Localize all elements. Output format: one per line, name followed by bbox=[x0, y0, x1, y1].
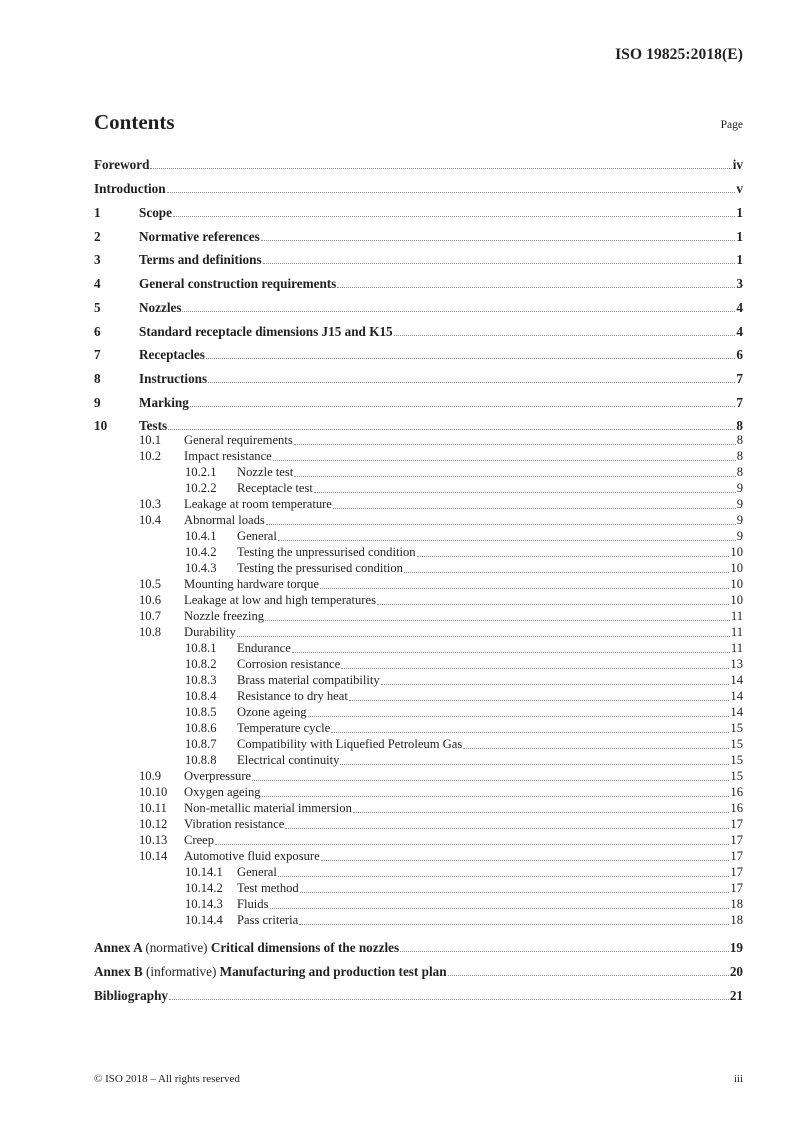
toc-number: 9 bbox=[94, 395, 101, 410]
toc-label: Abnormal loads bbox=[184, 513, 265, 527]
toc-number: 10.8.1 bbox=[185, 641, 217, 655]
dot-leader bbox=[448, 975, 729, 976]
toc-subentry[interactable] bbox=[94, 849, 743, 865]
dot-leader bbox=[292, 652, 730, 653]
toc-label: Overpressure bbox=[184, 769, 252, 783]
dot-leader bbox=[261, 240, 736, 241]
page-number: iii bbox=[733, 1073, 743, 1085]
annex-prefix: Annex B bbox=[94, 964, 143, 979]
dot-leader bbox=[300, 892, 730, 893]
toc-number: 10.14.4 bbox=[185, 913, 223, 927]
toc-page: iv bbox=[732, 157, 743, 172]
dot-leader bbox=[400, 951, 729, 952]
toc-entry-clause[interactable] bbox=[94, 371, 743, 387]
toc-subentry[interactable] bbox=[94, 881, 743, 897]
dot-leader bbox=[190, 406, 736, 407]
toc-page: 10 bbox=[730, 593, 743, 607]
toc-page: 4 bbox=[736, 300, 743, 315]
dot-leader bbox=[377, 604, 729, 605]
toc-entry-annex-a[interactable] bbox=[94, 940, 743, 956]
toc-label: General construction requirements bbox=[139, 276, 337, 291]
toc-number: 10.14.2 bbox=[185, 881, 223, 895]
toc-page: 9 bbox=[736, 513, 743, 527]
dot-leader bbox=[167, 192, 736, 193]
toc-page: 18 bbox=[730, 913, 743, 927]
toc-number: 4 bbox=[94, 276, 101, 291]
toc-subentry[interactable] bbox=[94, 545, 743, 561]
toc-number: 10.14.3 bbox=[185, 897, 223, 911]
toc-page: 4 bbox=[736, 324, 743, 339]
toc-page: 16 bbox=[730, 785, 743, 799]
dot-leader bbox=[285, 828, 729, 829]
dot-leader bbox=[252, 780, 729, 781]
toc-number: 10 bbox=[94, 418, 108, 433]
page-column-label: Page bbox=[720, 119, 743, 131]
toc-page: 17 bbox=[730, 833, 743, 847]
toc-label: Standard receptacle dimensions J15 and K15 bbox=[139, 324, 393, 339]
toc-number: 10.8 bbox=[139, 625, 162, 639]
dot-leader bbox=[206, 358, 736, 359]
toc-number: 10.5 bbox=[139, 577, 162, 591]
dot-leader bbox=[353, 812, 730, 813]
toc-number: 10.9 bbox=[139, 769, 162, 783]
toc-label: Leakage at low and high temperatures bbox=[184, 593, 376, 607]
toc-number: 10.14 bbox=[139, 849, 168, 863]
dot-leader bbox=[215, 844, 729, 845]
toc-subentry[interactable] bbox=[94, 593, 743, 609]
toc-subentry[interactable] bbox=[94, 689, 743, 705]
toc-subentry[interactable] bbox=[94, 529, 743, 545]
dot-leader bbox=[333, 508, 736, 509]
toc-label: Mounting hardware torque bbox=[184, 577, 319, 591]
toc-page: 18 bbox=[730, 897, 743, 911]
toc-subentry[interactable] bbox=[94, 753, 743, 769]
toc-subentry[interactable] bbox=[94, 673, 743, 689]
toc-subentry[interactable] bbox=[94, 657, 743, 673]
toc-label: Pass criteria bbox=[237, 913, 299, 927]
toc-subentry[interactable] bbox=[94, 705, 743, 721]
toc-page: 1 bbox=[736, 252, 743, 267]
toc-label: Marking bbox=[139, 395, 189, 410]
dot-leader bbox=[294, 476, 735, 477]
toc-label: Leakage at room temperature bbox=[184, 497, 332, 511]
toc-entry-clause[interactable] bbox=[94, 324, 743, 340]
annex-type: (normative) bbox=[145, 940, 208, 955]
toc-label: Bibliography bbox=[94, 988, 169, 1003]
copyright-notice: © ISO 2018 – All rights reserved bbox=[94, 1073, 240, 1085]
toc-number: 10.7 bbox=[139, 609, 162, 623]
toc-label: Nozzle test bbox=[237, 465, 294, 479]
toc-page: 15 bbox=[730, 721, 743, 735]
dot-leader bbox=[265, 620, 730, 621]
toc-entry-clause[interactable] bbox=[94, 229, 743, 245]
toc-page: 15 bbox=[730, 769, 743, 783]
page-title: Contents bbox=[94, 110, 175, 134]
toc-page: 13 bbox=[730, 657, 743, 671]
toc-number: 10.4.2 bbox=[185, 545, 217, 559]
toc-label: Compatibility with Liquefied Petroleum Gas bbox=[237, 737, 463, 751]
dot-leader bbox=[314, 492, 736, 493]
toc-page: 14 bbox=[730, 689, 743, 703]
dot-leader bbox=[349, 700, 730, 701]
toc-entry-clause[interactable] bbox=[94, 418, 743, 434]
toc-page: 11 bbox=[730, 609, 743, 623]
toc-label: Testing the unpressurised condition bbox=[237, 545, 416, 559]
toc-page: 10 bbox=[730, 561, 743, 575]
toc-label: Foreword bbox=[94, 157, 150, 172]
toc-entry-clause[interactable] bbox=[94, 276, 743, 292]
toc-number: 10.8.6 bbox=[185, 721, 217, 735]
toc-label: General bbox=[237, 865, 277, 879]
toc-page: 7 bbox=[736, 371, 743, 386]
toc-label: Nozzles bbox=[139, 300, 182, 315]
dot-leader bbox=[182, 311, 735, 312]
toc-number: 10.4.1 bbox=[185, 529, 217, 543]
toc-label: Tests bbox=[139, 418, 168, 433]
toc-label: Instructions bbox=[139, 371, 208, 386]
toc-entry-foreword[interactable] bbox=[94, 157, 743, 173]
dot-leader bbox=[273, 460, 736, 461]
toc-number: 10.8.5 bbox=[185, 705, 217, 719]
toc-label: Automotive fluid exposure bbox=[184, 849, 320, 863]
toc-number: 10.3 bbox=[139, 497, 162, 511]
toc-page: 17 bbox=[730, 849, 743, 863]
toc-subentry[interactable] bbox=[94, 817, 743, 833]
toc-number: 3 bbox=[94, 252, 101, 267]
toc-number: 7 bbox=[94, 347, 101, 362]
toc-subentry[interactable] bbox=[94, 641, 743, 657]
toc-page: 3 bbox=[736, 276, 743, 291]
toc-entry-clause[interactable] bbox=[94, 205, 743, 221]
toc-number: 10.10 bbox=[139, 785, 168, 799]
toc-label: Oxygen ageing bbox=[184, 785, 261, 799]
toc-page: 8 bbox=[736, 449, 743, 463]
toc-entry-clause[interactable] bbox=[94, 347, 743, 363]
toc-label: Temperature cycle bbox=[237, 721, 331, 735]
toc-subentry[interactable] bbox=[94, 465, 743, 481]
toc-page: 10 bbox=[730, 545, 743, 559]
annex-prefix: Annex A bbox=[94, 940, 143, 955]
toc-label: Impact resistance bbox=[184, 449, 272, 463]
toc-number: 10.4.3 bbox=[185, 561, 217, 575]
dot-leader bbox=[404, 572, 729, 573]
toc-subentry[interactable] bbox=[94, 609, 743, 625]
toc-number: 10.11 bbox=[139, 801, 167, 815]
toc-number: 1 bbox=[94, 205, 101, 220]
toc-number: 5 bbox=[94, 300, 101, 315]
toc-label: Terms and definitions bbox=[139, 252, 262, 267]
toc-page: 1 bbox=[736, 229, 743, 244]
toc-label: Resistance to dry heat bbox=[237, 689, 348, 703]
toc-label bbox=[94, 964, 447, 980]
toc-subentry[interactable] bbox=[94, 513, 743, 529]
toc-subentry[interactable] bbox=[94, 625, 743, 641]
toc-number: 10.2.1 bbox=[185, 465, 217, 479]
toc-label: Fluids bbox=[237, 897, 269, 911]
toc-subentry[interactable] bbox=[94, 497, 743, 513]
toc-label: Normative references bbox=[139, 229, 260, 244]
annex-type: (informative) bbox=[146, 964, 217, 979]
dot-leader bbox=[208, 382, 735, 383]
dot-leader bbox=[263, 263, 736, 264]
toc-label: Non-metallic material immersion bbox=[184, 801, 352, 815]
toc-page: 14 bbox=[730, 673, 743, 687]
toc-page: 8 bbox=[736, 465, 743, 479]
toc-page: 16 bbox=[730, 801, 743, 815]
toc-page: 6 bbox=[736, 347, 743, 362]
toc-page: 15 bbox=[730, 737, 743, 751]
toc-number: 10.6 bbox=[139, 593, 162, 607]
toc-page: 1 bbox=[736, 205, 743, 220]
toc-subentry[interactable] bbox=[94, 481, 743, 497]
dot-leader bbox=[262, 796, 730, 797]
toc-subentry[interactable] bbox=[94, 577, 743, 593]
toc-label: Scope bbox=[139, 205, 172, 220]
toc-subentry[interactable] bbox=[94, 769, 743, 785]
dot-leader bbox=[381, 684, 730, 685]
toc-page: v bbox=[736, 181, 743, 196]
toc-number: 10.12 bbox=[139, 817, 168, 831]
toc-subentry[interactable] bbox=[94, 433, 743, 449]
toc-number: 6 bbox=[94, 324, 101, 339]
dot-leader bbox=[237, 636, 730, 637]
dot-leader bbox=[340, 764, 729, 765]
toc-label: Testing the pressurised condition bbox=[237, 561, 403, 575]
dot-leader bbox=[266, 524, 736, 525]
toc-subentry[interactable] bbox=[94, 913, 743, 929]
dot-leader bbox=[463, 748, 729, 749]
toc-subentry[interactable] bbox=[94, 449, 743, 465]
toc-label: Receptacle test bbox=[237, 481, 313, 495]
toc-number: 8 bbox=[94, 371, 101, 386]
dot-leader bbox=[150, 168, 731, 169]
dot-leader bbox=[321, 860, 730, 861]
annex-title: Manufacturing and production test plan bbox=[219, 964, 447, 979]
toc-number: 10.8.4 bbox=[185, 689, 217, 703]
toc-entry-bibliography[interactable] bbox=[94, 988, 743, 1004]
dot-leader bbox=[320, 588, 729, 589]
toc-page: 20 bbox=[729, 964, 743, 979]
toc-subentry[interactable] bbox=[94, 801, 743, 817]
toc-label: Electrical continuity bbox=[237, 753, 340, 767]
toc-label: General bbox=[237, 529, 277, 543]
document-id: ISO 19825:2018(E) bbox=[615, 46, 743, 63]
dot-leader bbox=[308, 716, 730, 717]
toc-page: 9 bbox=[736, 529, 743, 543]
dot-leader bbox=[169, 999, 729, 1000]
toc-number: 10.2 bbox=[139, 449, 162, 463]
toc-number: 10.8.3 bbox=[185, 673, 217, 687]
toc-page: 17 bbox=[730, 881, 743, 895]
toc-number: 10.1 bbox=[139, 433, 162, 447]
toc-number: 10.8.8 bbox=[185, 753, 217, 767]
toc-entry-annex-b[interactable] bbox=[94, 964, 743, 980]
dot-leader bbox=[278, 540, 736, 541]
toc-subentry[interactable] bbox=[94, 721, 743, 737]
dot-leader bbox=[337, 287, 735, 288]
toc-entry-clause[interactable] bbox=[94, 252, 743, 268]
toc-label bbox=[94, 940, 399, 956]
dot-leader bbox=[168, 429, 735, 430]
toc-subentry[interactable] bbox=[94, 737, 743, 753]
toc-page: 17 bbox=[730, 817, 743, 831]
toc-label: Durability bbox=[184, 625, 236, 639]
toc-label: Vibration resistance bbox=[184, 817, 285, 831]
toc-label: Creep bbox=[184, 833, 215, 847]
toc-page: 19 bbox=[729, 940, 743, 955]
toc-page: 7 bbox=[736, 395, 743, 410]
dot-leader bbox=[417, 556, 730, 557]
toc-label: Endurance bbox=[237, 641, 291, 655]
toc-entry-introduction[interactable] bbox=[94, 181, 743, 197]
toc-page: 21 bbox=[729, 988, 743, 1003]
dot-leader bbox=[394, 335, 736, 336]
toc-number: 10.8.2 bbox=[185, 657, 217, 671]
dot-leader bbox=[331, 732, 729, 733]
toc-label: Brass material compatibility bbox=[237, 673, 380, 687]
toc-subentry[interactable] bbox=[94, 865, 743, 881]
dot-leader bbox=[294, 444, 736, 445]
toc-entry-clause[interactable] bbox=[94, 300, 743, 316]
toc-label: Receptacles bbox=[139, 347, 205, 362]
dot-leader bbox=[278, 876, 730, 877]
dot-leader bbox=[299, 924, 729, 925]
toc-subentry[interactable] bbox=[94, 897, 743, 913]
toc-page: 9 bbox=[736, 481, 743, 495]
toc-label: Nozzle freezing bbox=[184, 609, 265, 623]
dot-leader bbox=[270, 908, 730, 909]
toc-label: Corrosion resistance bbox=[237, 657, 341, 671]
toc-number: 2 bbox=[94, 229, 101, 244]
toc-label: Introduction bbox=[94, 181, 166, 196]
toc-page: 15 bbox=[730, 753, 743, 767]
toc-label: Test method bbox=[237, 881, 299, 895]
toc-page: 17 bbox=[730, 865, 743, 879]
toc-page: 11 bbox=[730, 625, 743, 639]
annex-title: Critical dimensions of the nozzles bbox=[210, 940, 400, 955]
toc-subentry[interactable] bbox=[94, 833, 743, 849]
toc-page: 14 bbox=[730, 705, 743, 719]
toc-entry-clause[interactable] bbox=[94, 395, 743, 411]
toc-page: 11 bbox=[730, 641, 743, 655]
dot-leader bbox=[341, 668, 729, 669]
dot-leader bbox=[173, 216, 735, 217]
toc-label: General requirements bbox=[184, 433, 293, 447]
toc-number: 10.13 bbox=[139, 833, 168, 847]
toc-number: 10.14.1 bbox=[185, 865, 223, 879]
toc-number: 10.4 bbox=[139, 513, 162, 527]
toc-number: 10.8.7 bbox=[185, 737, 217, 751]
toc-subentry[interactable] bbox=[94, 561, 743, 577]
toc-page: 8 bbox=[736, 433, 743, 447]
toc-number: 10.2.2 bbox=[185, 481, 217, 495]
toc-subentry[interactable] bbox=[94, 785, 743, 801]
toc-label: Ozone ageing bbox=[237, 705, 307, 719]
toc-page: 8 bbox=[736, 418, 743, 433]
toc-page: 9 bbox=[736, 497, 743, 511]
toc-page: 10 bbox=[730, 577, 743, 591]
